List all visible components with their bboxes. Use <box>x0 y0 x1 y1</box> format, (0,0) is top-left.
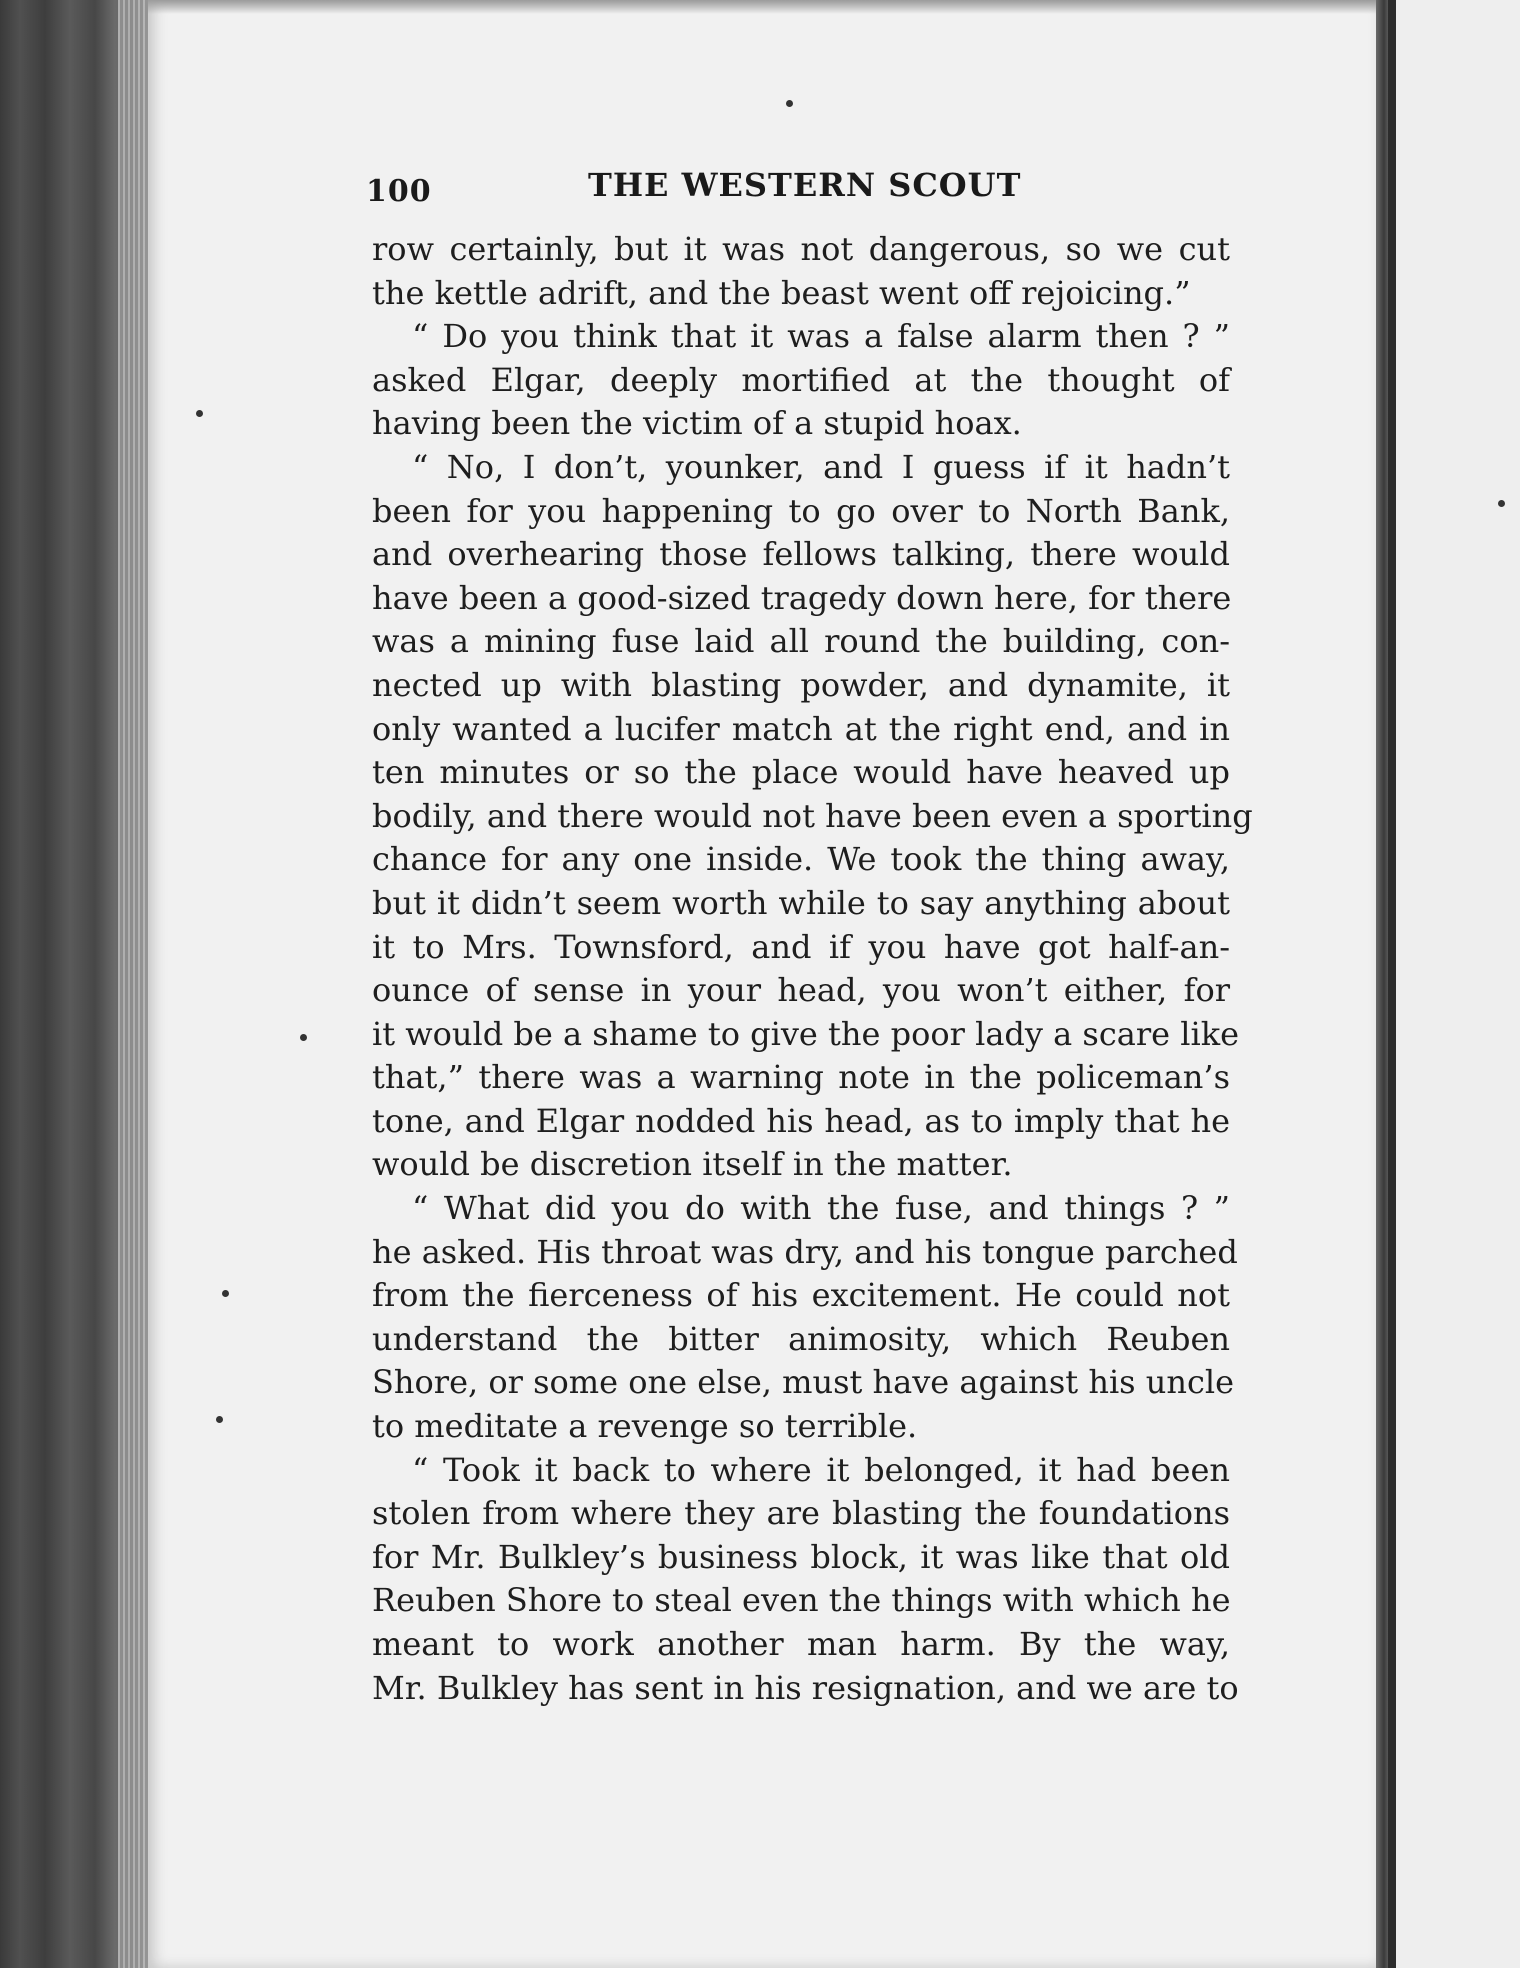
page-header <box>366 166 1226 210</box>
page-top-shadow <box>148 0 1376 14</box>
text-line: ounce of sense in your head, you won’t either, for <box>372 971 1230 1010</box>
text-line: stolen from where they are blasting the foundations <box>372 1494 1230 1533</box>
text-line: it to Mrs. Townsford, and if you have got half-an- <box>372 927 1230 966</box>
text-line: was a mining fuse laid all round the building, con- <box>372 622 1230 661</box>
text-line: “ What did you do with the fuse, and things ? ” <box>412 1189 1230 1228</box>
text-line: “ No, I don’t, younker, and I guess if it hadn’t <box>412 447 1230 486</box>
text-line: meant to work another man harm. By the way, <box>372 1625 1230 1663</box>
dust-speck <box>786 100 793 107</box>
text-line: would be discretion itself in the matter. <box>372 1145 1013 1184</box>
text-line: to meditate a revenge so terrible. <box>372 1407 918 1446</box>
page-edges <box>118 0 150 1968</box>
text-line: tone, and Elgar nodded his head, as to imply that he <box>372 1101 1230 1140</box>
text-line: “ Took it back to where it belonged, it had been <box>412 1450 1230 1489</box>
text-line: been for you happening to go over to North Bank, <box>372 491 1230 530</box>
dust-speck <box>216 1416 223 1423</box>
running-title: THE WESTERN SCOUT <box>588 166 1022 204</box>
text-line: Reuben Shore to steal even the things with which he <box>372 1581 1231 1620</box>
text-line: asked Elgar, deeply mortified at the thought of <box>372 360 1230 399</box>
text-line: it would be a shame to give the poor lady a scare like <box>372 1014 1240 1053</box>
text-line: Mr. Bulkley has sent in his resignation, and we are to <box>372 1668 1239 1707</box>
text-line: “ Do you think that it was a false alarm then ? ” <box>412 317 1230 356</box>
text-line: that,” there was a warning note in the policeman’s <box>372 1058 1230 1097</box>
dust-speck <box>1498 500 1505 507</box>
dust-speck <box>196 410 203 417</box>
text-line: nected up with blasting powder, and dynamite, it <box>372 665 1230 704</box>
body-text <box>372 228 1253 1710</box>
dust-speck <box>300 1034 307 1041</box>
facing-page <box>1392 0 1520 1968</box>
text-line: but it didn’t seem worth while to say anything about <box>372 883 1230 922</box>
dust-speck <box>222 1290 229 1297</box>
text-line: Shore, or some one else, must have against his uncle <box>372 1363 1235 1402</box>
text-line: having been the victim of a stupid hoax. <box>372 404 1022 443</box>
text-line: from the fierceness of his excitement. He could not <box>372 1276 1230 1315</box>
text-line: ten minutes or so the place would have heaved up <box>372 753 1230 792</box>
text-line: understand the bitter animosity, which Reuben <box>372 1319 1230 1358</box>
text-line: chance for any one inside. We took the thing away, <box>372 840 1230 879</box>
text-line: for Mr. Bulkley’s business block, it was like that old <box>372 1537 1230 1576</box>
text-line: he asked. His throat was dry, and his tongue parched <box>372 1232 1238 1271</box>
page-number: 100 <box>366 174 432 209</box>
text-line: bodily, and there would not have been even a sporting <box>372 796 1253 835</box>
text-line: have been a good-sized tragedy down here, for there <box>372 578 1232 617</box>
text-line: only wanted a lucifer match at the right end, and in <box>372 709 1230 748</box>
text-line: and overhearing those fellows talking, there would <box>372 535 1230 574</box>
text-line: row certainly, but it was not dangerous, so we cut <box>372 230 1230 268</box>
text-line: the kettle adrift, and the beast went off rejoicing.” <box>372 273 1191 312</box>
facing-page-edge <box>1388 0 1396 1968</box>
